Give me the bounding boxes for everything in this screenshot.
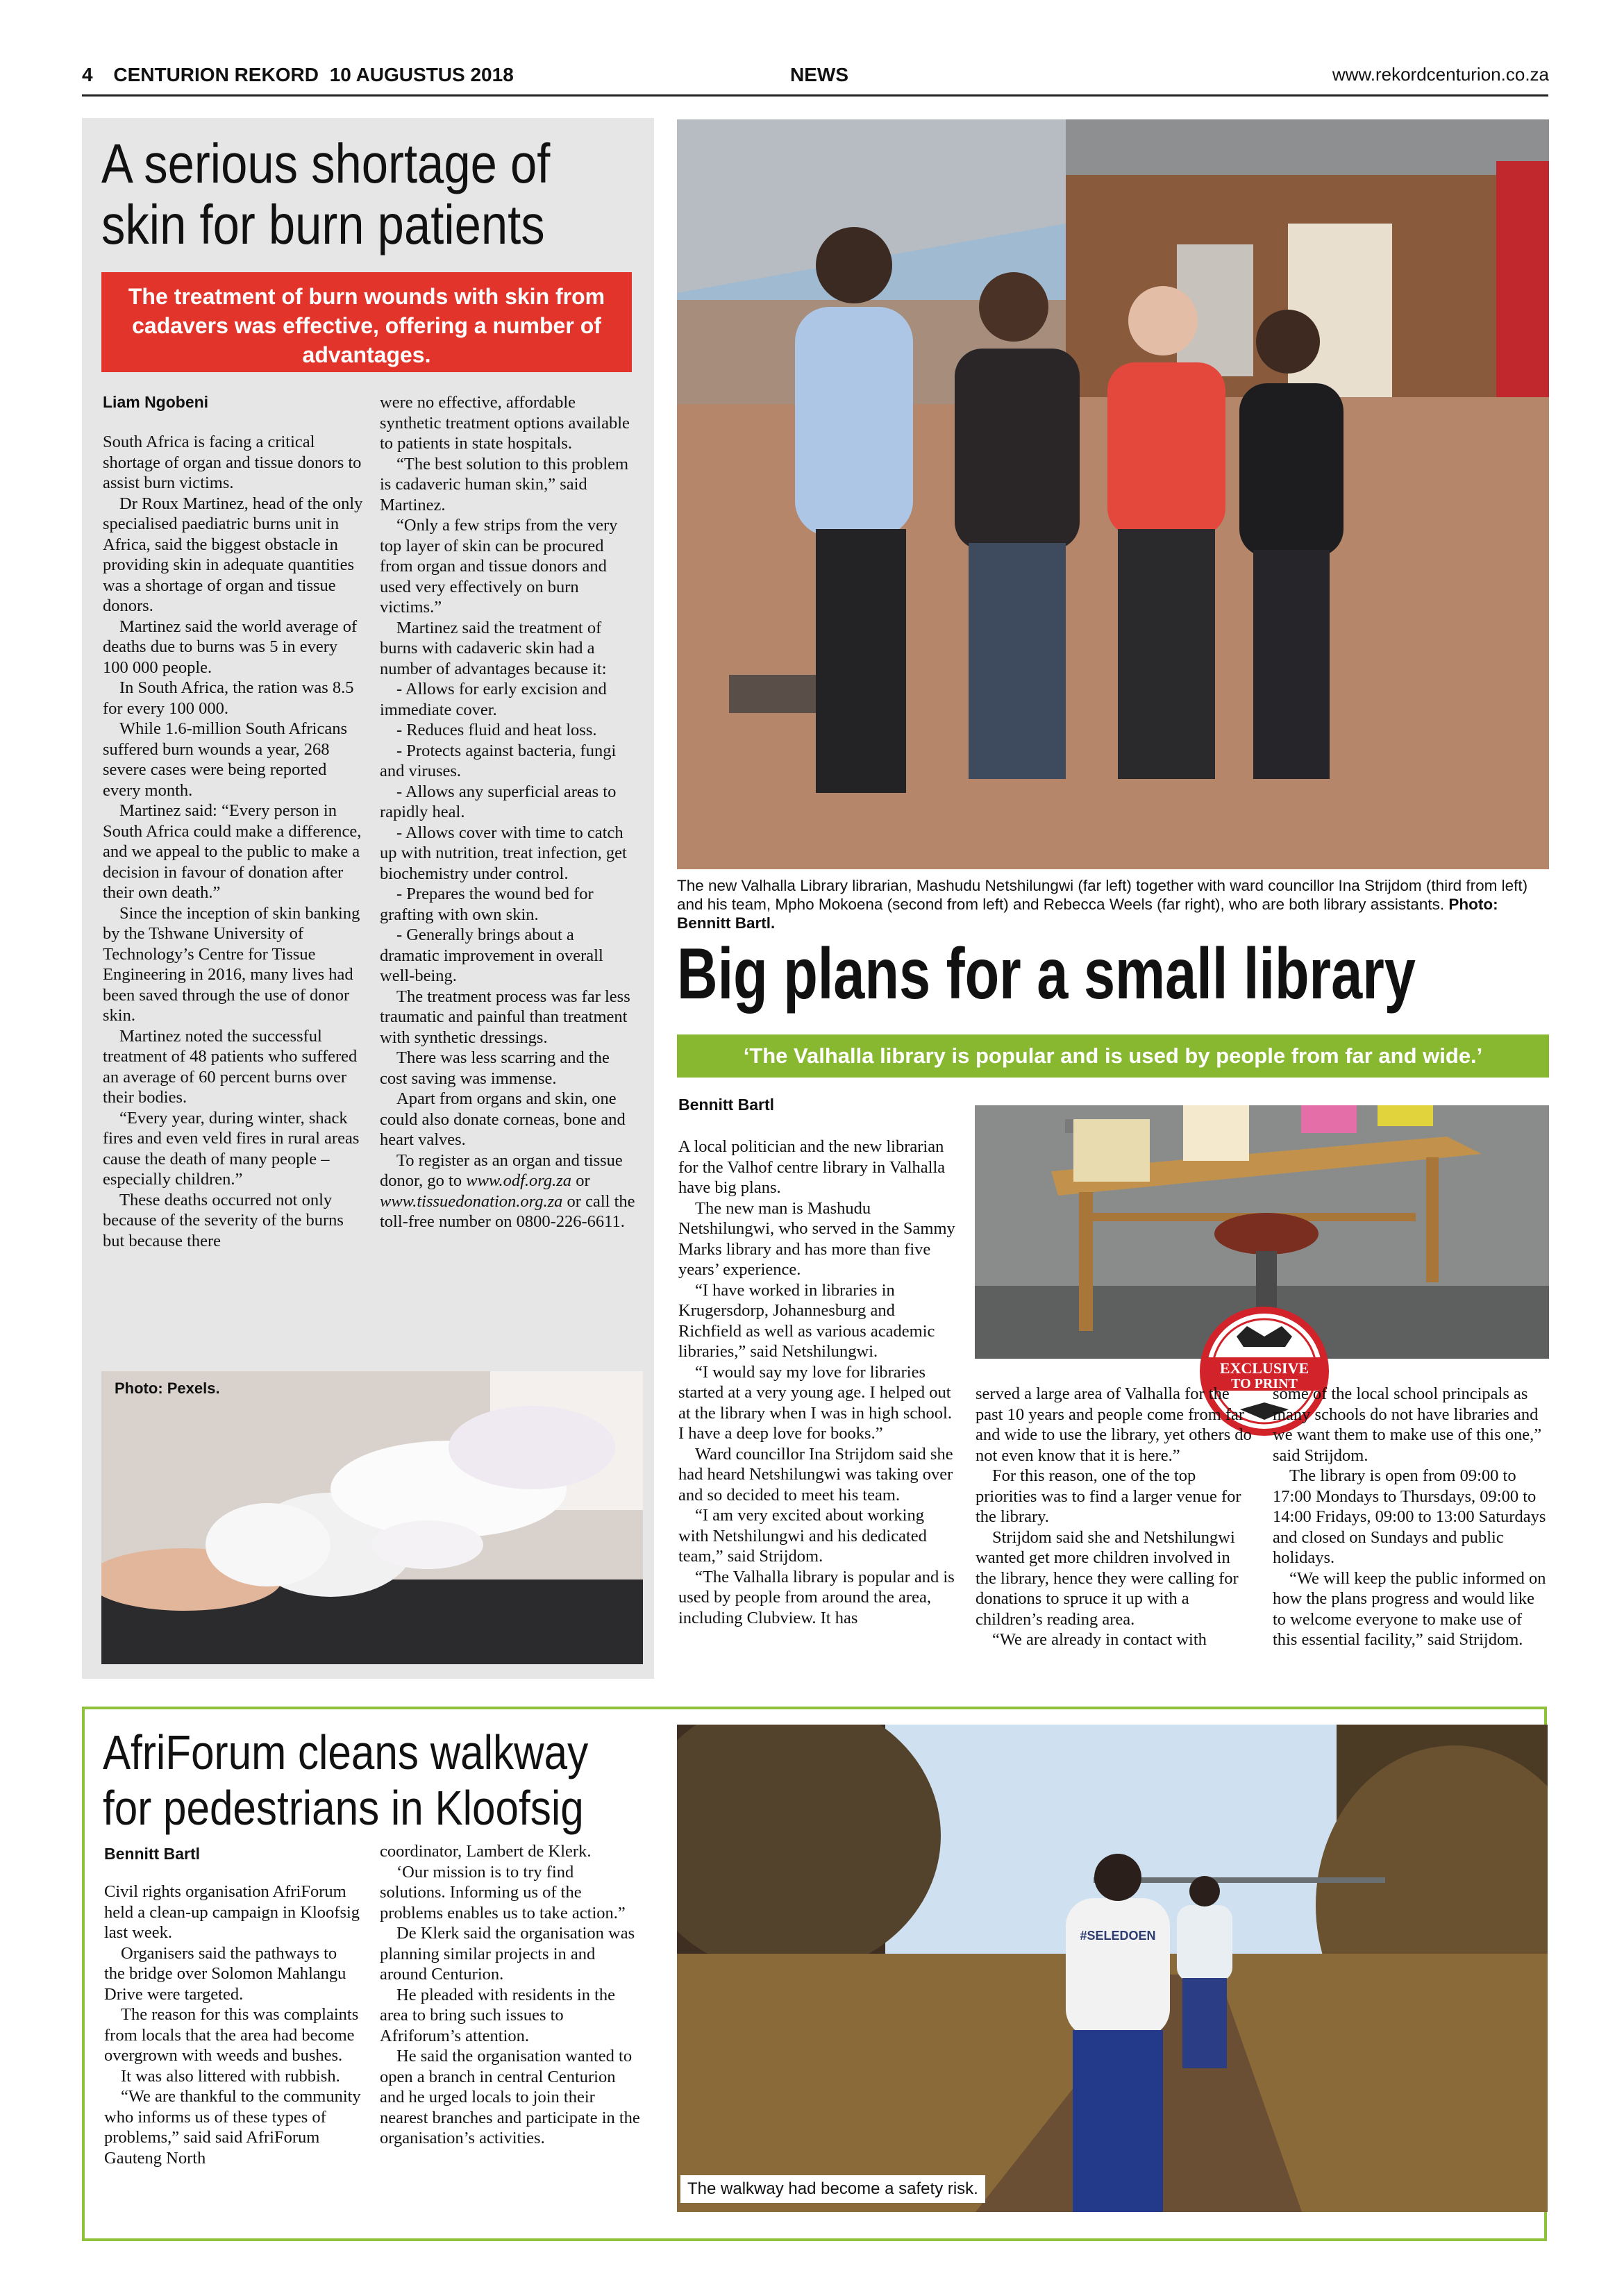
photo-caption: The walkway had become a safety risk. <box>680 2175 985 2203</box>
paragraph: “Every year, during winter, shack fires and even veld fires in rural areas cause the death of many people – especially children.” <box>103 1108 360 1189</box>
paragraph: Martinez said the treatment of burns with cadaveric skin had a number of advantages because it: <box>380 618 607 678</box>
paragraph: “The best solution to this problem is cadaveric human skin,” said Martinez. <box>380 454 629 514</box>
paragraph: - Generally brings about a dramatic improvement in overall well-being. <box>380 925 603 985</box>
paragraph: were no effective, affordable synthetic treatment options available to patients in state hospitals. <box>380 393 630 453</box>
paragraph: ‘Our mission is to try find solutions. Informing us of the problems enables us to take action.” <box>380 1862 626 1922</box>
paragraph: “I would say my love for libraries started at a very young age. I helped out at the library when I was in high school. I have a deep love for books.” <box>678 1362 952 1443</box>
article-headline: Big plans for a small library <box>677 934 1416 1014</box>
caption-text: The new Valhalla Library librarian, Mashudu Netshilungwi (far left) together with ward councillor Ina Strijdom (third from left) and his team, Mpho Mokoena (second from left) and Rebecca Weels (far right), who are both library assistants. <box>677 877 1528 913</box>
paragraph: Martinez said: “Every person in South Africa could make a difference, and we appeal to the public to make a decision in favour of donation after their own death.” <box>103 801 362 902</box>
paragraph: “The Valhalla library is popular and is used by people from around the area, including Clubview. It has <box>678 1567 955 1627</box>
paragraph: Martinez said the world average of deaths due to burns was 5 in every 100 000 people. <box>103 617 358 677</box>
page-number: 4 <box>82 64 93 85</box>
paragraph: For this reason, one of the top priorities was to find a larger venue for the library. <box>976 1466 1241 1526</box>
article-deck: The treatment of burn wounds with skin from cadavers was effective, offering a number of advantages. <box>101 272 632 372</box>
paragraph: There was less scarring and the cost saving was immense. <box>380 1048 610 1088</box>
paragraph: Since the inception of skin banking by the Tshwane University of Technology’s Centre for Tissue Engineering in 2016, many lives had been saved through the use of donor skin. <box>103 903 360 1025</box>
bandaged-hand-photo <box>101 1371 643 1664</box>
photo-credit: Photo: Pexels. <box>115 1380 220 1397</box>
headline-line: A serious shortage of <box>101 133 551 194</box>
paragraph: served a large area of Valhalla for the past 10 years and people come from far and wide to use the library, yet others do not even know that it is here.” <box>976 1384 1252 1465</box>
article-byline: Bennitt Bartl <box>104 1845 200 1863</box>
badge-text: EXCLUSIVE <box>1219 1359 1309 1377</box>
paragraph: “We are thankful to the community who informs us of these types of problems,” said said AfriForum Gauteng North <box>104 2087 361 2168</box>
article-column-2 <box>380 392 637 1232</box>
paragraph: De Klerk said the organisation was planning similar projects in and around Centurion. <box>380 1924 635 1984</box>
paragraph: A local politician and the new librarian for the Valhof centre library in Valhalla have big plans. <box>678 1137 946 1197</box>
volunteer-front <box>1066 1854 1170 2212</box>
article-column-1 <box>104 1882 361 2168</box>
headline-line: AfriForum cleans walkway <box>103 1725 589 1779</box>
headline-line: skin for burn patients <box>101 194 545 255</box>
paragraph: “We will keep the public informed on how the plans progress and would like to welcome everyone to make use of this essential facility,” said Strijdom. <box>1273 1568 1546 1649</box>
paragraph: Strijdom said she and Netshilungwi wanted get more children involved in the library, hence they were calling for donations to spruce it up with a children’s reading area. <box>976 1527 1239 1629</box>
headline-line: for pedestrians in Kloofsig <box>103 1781 584 1835</box>
page-header-left <box>82 64 529 86</box>
article-byline: Liam Ngobeni <box>103 393 209 411</box>
paragraph: “Only a few strips from the very top layer of skin can be procured from organ and tissue donors and used very effectively on burn victims.” <box>380 516 618 617</box>
article-deck: ‘The Valhalla library is popular and is used by people from far and wide.’ <box>677 1034 1549 1078</box>
website-link[interactable]: www.rekordcenturion.co.za <box>1332 64 1549 85</box>
paragraph: Ward councillor Ina Strijdom said she had heard Netshilungwi was taking over and so decided to meet his team. <box>678 1444 953 1505</box>
paragraph: Martinez noted the successful treatment of 48 patients who suffered an average of 60 percent burns over their bodies. <box>103 1026 358 1107</box>
paragraph: “We are already in contact with <box>992 1630 1207 1649</box>
paragraph: “I am very excited about working with Netshilungwi and his dedicated team,” said Strijdom. <box>678 1506 927 1566</box>
paragraph: Organisers said the pathways to the bridge over Solomon Mahlangu Drive were targeted. <box>104 1943 346 2004</box>
article-column-3 <box>1273 1384 1547 1650</box>
tissuedonation-link[interactable]: www.tissuedonation.org.za <box>380 1191 563 1211</box>
paragraph: While 1.6-million South Africans suffered burn wounds a year, 268 severe cases were being reported every month. <box>103 719 347 800</box>
article-column-1 <box>103 432 363 1251</box>
article-headline <box>101 133 567 255</box>
paragraph: Apart from organs and skin, one could also donate corneas, bone and heart valves. <box>380 1089 626 1149</box>
paragraph: The treatment process was far less traumatic and painful than treatment with synthetic dressings. <box>380 987 630 1047</box>
paragraph: Civil rights organisation AfriForum held a clean-up campaign in Kloofsig last week. <box>104 1882 360 1942</box>
paragraph: - Allows for early excision and immediate cover. <box>380 680 607 719</box>
paragraph: It was also littered with rubbish. <box>121 2066 340 2086</box>
paragraph: coordinator, Lambert de Klerk. <box>380 1842 592 1861</box>
paragraph: The library is open from 09:00 to 17:00 Mondays to Thursdays, 09:00 to 14:00 Fridays, 09:00 to 13:00 Saturdays and closed on Sundays and public holidays. <box>1273 1466 1546 1567</box>
caption-credit: Photo: Bennitt Bartl. <box>677 896 1498 932</box>
paragraph: - Reduces fluid and heat loss. <box>396 721 597 739</box>
walkway-photo <box>677 1725 1548 2212</box>
paragraph: “I have worked in libraries in Krugersdorp, Johannesburg and Richfield as well as various academic libraries,” said Netshilungwi. <box>678 1280 935 1361</box>
section-label: NEWS <box>790 64 848 85</box>
text: or call the toll-free number on 0800-226-6611. <box>380 1191 635 1231</box>
paragraph: some of the local school principals as many schools do not have libraries and we want them to make use of this one,” said Strijdom. <box>1273 1384 1542 1465</box>
paragraph: These deaths occurred not only because of the severity of the burns but because there <box>103 1190 344 1250</box>
article-column-1 <box>678 1137 956 1628</box>
paragraph: South Africa is facing a critical shortage of organ and tissue donors to assist burn victims. <box>103 433 362 492</box>
photo-caption <box>677 876 1549 932</box>
paragraph: He said the organisation wanted to open a branch in central Centurion and he urged locals to join their nearest branches and participate in the organisation’s activities. <box>380 2047 640 2147</box>
paragraph-donor-info <box>380 1150 637 1232</box>
paragraph: - Protects against bacteria, fungi and viruses. <box>380 741 617 780</box>
badge-text: TO PRINT <box>1231 1376 1298 1391</box>
paragraph: He pleaded with residents in the area to bring such issues to Afriforum’s attention. <box>380 1985 616 2045</box>
shirt-text: #SELEDOEN <box>1080 1929 1156 1943</box>
issue-date: 10 AUGUSTUS 2018 <box>329 64 514 85</box>
article-headline <box>103 1725 588 1836</box>
paragraph: - Allows any superficial areas to rapidly heal. <box>380 782 617 821</box>
paragraph: Dr Roux Martinez, head of the only specialised paediatric burns unit in Africa, said the biggest obstacle in providing skin in adequate quantities was a shortage of organ and tissue donors. <box>103 494 363 615</box>
paragraph: The reason for this was complaints from locals that the area had become overgrown with weeds and bushes. <box>104 2005 359 2065</box>
header-rule <box>82 94 1548 97</box>
text: To register as an organ and tissue donor, go to <box>380 1150 623 1190</box>
publication-name: CENTURION REKORD <box>113 64 319 85</box>
odf-link[interactable]: www.odf.org.za <box>466 1171 572 1190</box>
library-team-photo <box>677 119 1549 869</box>
article-byline: Bennitt Bartl <box>678 1096 774 1114</box>
paragraph: - Prepares the wound bed for grafting with own skin. <box>380 885 594 924</box>
text: or <box>571 1171 590 1190</box>
article-column-2 <box>976 1384 1253 1650</box>
paragraph: The new man is Mashudu Netshilungwi, who served in the Sammy Marks library and has more than five years’ experience. <box>678 1198 955 1279</box>
paragraph: - Allows cover with time to catch up with nutrition, treat infection, get biochemistry under control. <box>380 823 627 883</box>
paragraph: In South Africa, the ration was 8.5 for every 100 000. <box>103 678 354 718</box>
article-column-2 <box>380 1841 640 2149</box>
